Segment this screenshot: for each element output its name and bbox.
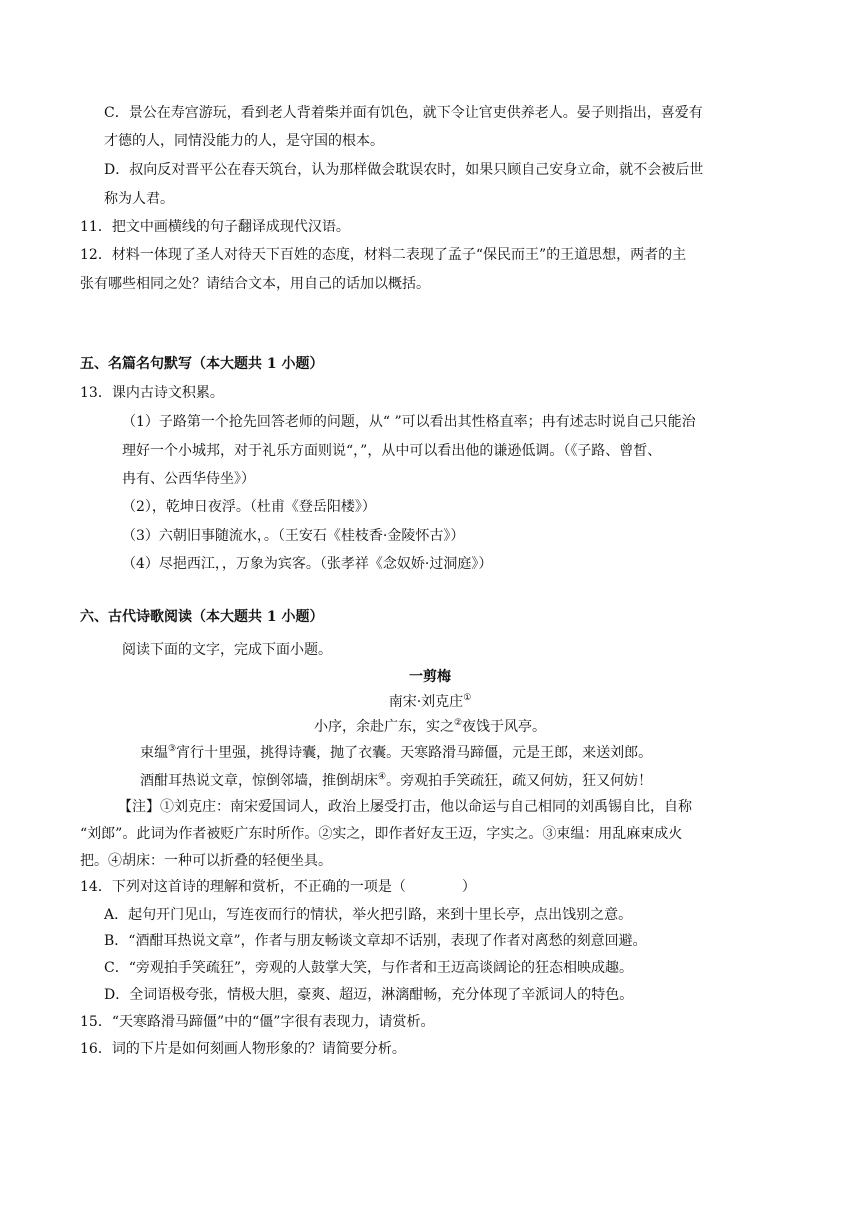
poem-preface-part1: 小序，余赴广东，实之 [313,719,454,735]
poem-upper-part2: 宵行十里强，挑得诗囊，抛了衣囊。天寒路滑马蹄僵，元是王郎，来送刘郎。 [176,745,653,761]
q10-option-c-line1: C．景公在寿宫游玩，看到老人背着柴并面有饥色，就下令让官吏供养老人。晏子则指出，喜爱有 [104,105,703,121]
poem-lower-stanza [140,771,652,791]
q11-text: 11．把文中画横线的句子翻译成现代汉语。 [80,219,350,235]
poem-notes-line1: 【注】①刘克庄：南宋爱国词人，政治上屡受打击，他以命运与自己相同的刘禹锡自比，自称 [118,799,692,815]
author-footnote-mark: ① [463,693,472,703]
q15-text: 15．“天寒路滑马蹄僵”中的“僵”字很有表现力，请赏析。 [80,1014,435,1030]
poem-lower-part1: 酒酣耳热说文章，惊倒邻墙，推倒胡床 [140,773,378,789]
q14-option-d: D．全词语极夸张，情极大胆，豪爽、超迈，淋漓酣畅，充分体现了辛派词人的特色。 [104,987,634,1003]
poem-preface-part2: 夜饯于风亭。 [462,719,547,735]
poem-title: 一剪梅 [409,669,451,685]
q13-sub1-line2: 理好一个小城邦，对于礼乐方面则说“，”，从中可以看出他的谦逊低调。（《子路、曾皙、 [122,443,662,459]
q13-sub2: （2），乾坤日夜浮。（杜甫《登岳阳楼》） [122,499,376,515]
q14-option-c: C．“旁观拍手笑疏狂”，旁观的人鼓掌大笑，与作者和王迈高谈阔论的狂态相映成趣。 [104,960,634,976]
q10-option-c-line2: 才德的人，同情没能力的人，是守国的根本。 [104,133,384,149]
q13-sub1-line3: 冉有、公西华侍坐》） [122,471,255,487]
poem-author [0,692,860,712]
q13-sub4: （4）尽挹西江，，万象为宾客。（张孝祥《念奴娇·过洞庭》） [122,556,493,572]
stanza1-footnote-mark: ③ [168,744,177,754]
poem-preface [0,717,860,737]
poem-upper-part1: 束缊 [140,745,168,761]
poem-author-name: 南宋·刘克庄 [388,694,464,710]
poem-notes-line3: 把。④胡床：一种可以折叠的轻便坐具。 [80,853,332,869]
q13-sub3: （3）六朝旧事随流水，。（王安石《桂枝香·金陵怀古》） [122,528,465,544]
q10-option-d-line2: 称为人君。 [104,191,174,207]
q12-text-line1: 12．材料一体现了圣人对待天下百姓的态度，材料二表现了孟子“保民而王”的王道思想，两者的主 [80,247,687,263]
preface-footnote-mark: ② [453,718,463,728]
q12-text-line2: 张有哪些相同之处？请结合文本，用自己的话加以概括。 [80,276,430,292]
q14-text: 14．下列对这首诗的理解和赏析，不正确的一项是（ ） [80,879,476,895]
stanza2-footnote-mark: ④ [378,772,387,782]
section5-title: 五、名篇名句默写（本大题共 1 小题） [80,356,324,372]
q13-sub1-line1: （1）子路第一个抢先回答老师的问题，从“ ”可以看出其性格直率；冉有述志时说自己只能治 [122,414,696,430]
poem-lower-part2: 。旁观拍手笑疏狂，疏又何妨，狂又何妨！ [386,773,653,789]
poem-notes-line2: “刘郎”。此词为作者被贬广东时所作。②实之，即作者好友王迈，字实之。③束缊：用乱麻束成火 [80,826,683,842]
section6-title: 六、古代诗歌阅读（本大题共 1 小题） [80,609,324,625]
q13-text: 13．课内古诗文积累。 [80,385,224,401]
reading-intro: 阅读下面的文字，完成下面小题。 [122,642,332,658]
q10-option-d-line1: D．叔向反对晋平公在春天筑台，认为那样做会耽误农时，如果只顾自己安身立命，就不会被后世 [104,162,704,178]
poem-upper-stanza [140,743,652,763]
q14-option-a: A．起句开门见山，写连夜而行的情状，举火把引路，来到十里长亭，点出饯别之意。 [104,907,633,923]
q14-option-b: B．“酒酣耳热说文章”，作者与朋友畅谈文章却不话别，表现了作者对离愁的刻意回避。 [104,933,647,949]
q16-text: 16．词的下片是如何刻画人物形象的？请简要分析。 [80,1041,406,1057]
